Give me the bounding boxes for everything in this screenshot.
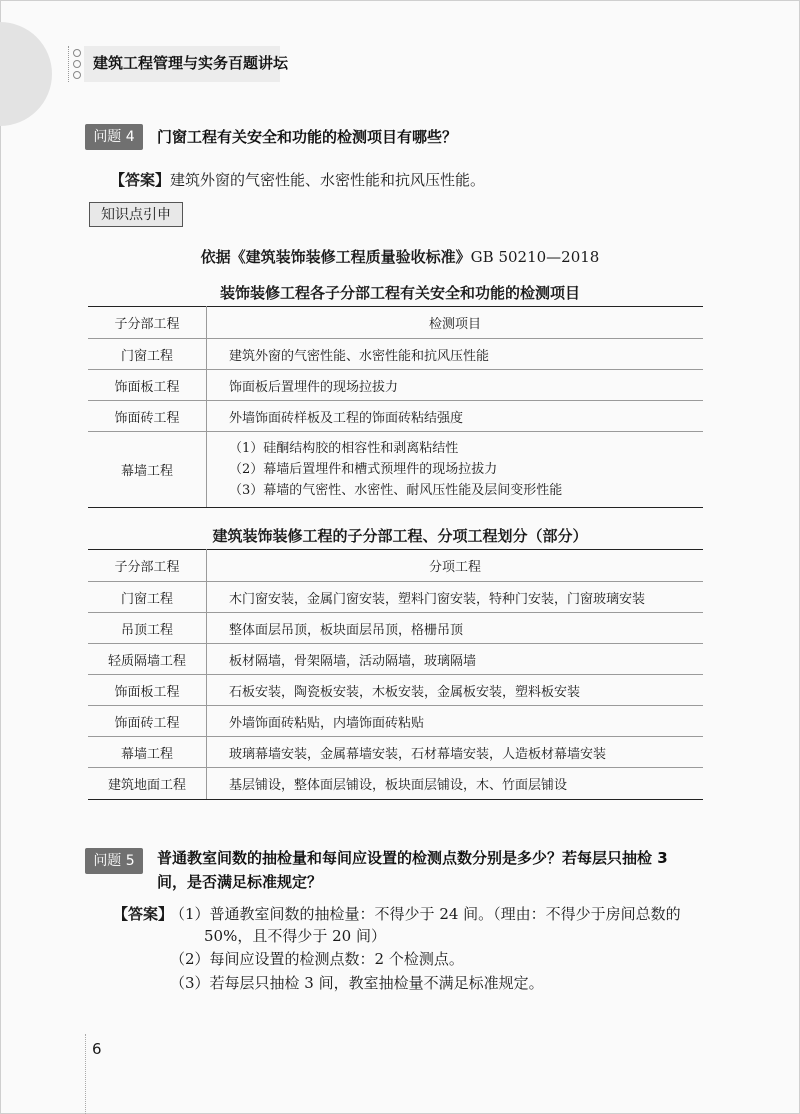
answer-text: 建筑外窗的气密性能、水密性能和抗风压性能。 <box>170 171 486 189</box>
subdivision-cell: 饰面板工程 <box>88 675 207 706</box>
subdivision-cell: 吊顶工程 <box>88 613 207 644</box>
table-row <box>88 768 703 800</box>
question-5-answer-label <box>113 902 173 926</box>
item-cell: 外墙饰面砖样板及工程的饰面砖粘结强度 <box>207 401 704 432</box>
question-4-text: 门窗工程有关安全和功能的检测项目有哪些？ <box>157 128 458 146</box>
answer-item-1-line-2: 50%，且不得少于 20 间） <box>204 927 386 945</box>
item-line: （3）幕墙的气密性、水密性、耐风压性能及层间变形性能 <box>229 483 563 498</box>
standard-code: GB 50210—2018 <box>470 248 600 266</box>
subdivision-cell: 建筑地面工程 <box>88 768 207 800</box>
subdivision-cell: 门窗工程 <box>88 339 207 370</box>
question-5-tag: 问题 5 <box>85 848 143 874</box>
standard-reference <box>100 246 700 267</box>
table-header-row <box>88 550 703 582</box>
answer-label: 【答案】 <box>113 905 174 923</box>
header-cell: 子分部工程 <box>88 307 207 339</box>
subdivision-cell: 饰面板工程 <box>88 370 207 401</box>
question-4-answer <box>110 168 485 192</box>
subdivision-cell: 饰面砖工程 <box>88 706 207 737</box>
item-cell: 石板安装，陶瓷板安装，木板安装，金属板安装，塑料板安装 <box>207 675 704 706</box>
table-row <box>88 737 703 768</box>
table-header-row <box>88 307 703 339</box>
subdivision-cell: 轻质隔墙工程 <box>88 644 207 675</box>
running-header-title: 建筑工程管理与实务百题讲坛 <box>93 54 289 72</box>
page-number: 6 <box>92 1040 102 1058</box>
subdivision-cell: 门窗工程 <box>88 582 207 613</box>
footer-rule <box>85 1034 86 1114</box>
answer-item-2: （2）每间应设置的检测点数：2 个检测点。 <box>170 950 464 968</box>
table-row <box>88 675 703 706</box>
table-row <box>88 644 703 675</box>
header-cell: 检测项目 <box>207 307 704 339</box>
item-cell: 建筑外窗的气密性能、水密性能和抗风压性能 <box>207 339 704 370</box>
table-row <box>88 339 703 370</box>
knowledge-point-tag: 知识点引申 <box>89 202 183 227</box>
item-cell: 基层铺设，整体面层铺设，板块面层铺设，木、竹面层铺设 <box>207 768 704 800</box>
question-5-line-1: 普通教室间数的抽检量和每间应设置的检测点数分别是多少？若每层只抽检 3 <box>157 849 668 867</box>
table-row <box>88 582 703 613</box>
corner-decoration <box>0 22 52 126</box>
table-row <box>88 370 703 401</box>
question-4-tag: 问题 4 <box>85 124 143 150</box>
subdivision-cell: 幕墙工程 <box>88 432 207 508</box>
item-cell: 整体面层吊顶，板块面层吊顶，格栅吊顶 <box>207 613 704 644</box>
table-row <box>88 432 703 508</box>
inspection-items-table <box>88 306 703 508</box>
item-cell <box>207 432 704 508</box>
answer-label: 【答案】 <box>110 171 171 189</box>
table-2-caption: 建筑装饰装修工程的子分部工程、分项工程划分（部分） <box>212 527 588 545</box>
item-cell: 饰面板后置埋件的现场拉拔力 <box>207 370 704 401</box>
item-line: （1）硅酮结构胶的相容性和剥离粘结性 <box>229 441 459 456</box>
answer-item-3: （3）若每层只抽检 3 间，教室抽检量不满足标准规定。 <box>170 974 544 992</box>
subdivision-cell: 饰面砖工程 <box>88 401 207 432</box>
table-row <box>88 706 703 737</box>
question-5-line-2: 间，是否满足标准规定？ <box>157 873 323 891</box>
table-row <box>88 401 703 432</box>
item-cell: 玻璃幕墙安装，金属幕墙安装，石材幕墙安装，人造板材幕墙安装 <box>207 737 704 768</box>
item-cell: 板材隔墙，骨架隔墙，活动隔墙，玻璃隔墙 <box>207 644 704 675</box>
answer-item-1-line-1: （1）普通教室间数的抽检量：不得少于 24 间。（理由：不得少于房间总数的 <box>170 905 681 923</box>
subdivision-cell: 幕墙工程 <box>88 737 207 768</box>
division-table <box>88 549 703 800</box>
header-cell: 子分部工程 <box>88 550 207 582</box>
item-cell: 木门窗安装，金属门窗安装，塑料门窗安装，特种门安装，门窗玻璃安装 <box>207 582 704 613</box>
header-cell: 分项工程 <box>207 550 704 582</box>
item-cell: 外墙饰面砖粘贴，内墙饰面砖粘贴 <box>207 706 704 737</box>
standard-title: 依据《建筑装饰装修工程质量验收标准》 <box>200 248 471 266</box>
table-1-caption: 装饰装修工程各子分部工程有关安全和功能的检测项目 <box>219 284 580 302</box>
table-row <box>88 613 703 644</box>
item-line: （2）幕墙后置埋件和槽式预埋件的现场拉拔力 <box>229 462 498 477</box>
